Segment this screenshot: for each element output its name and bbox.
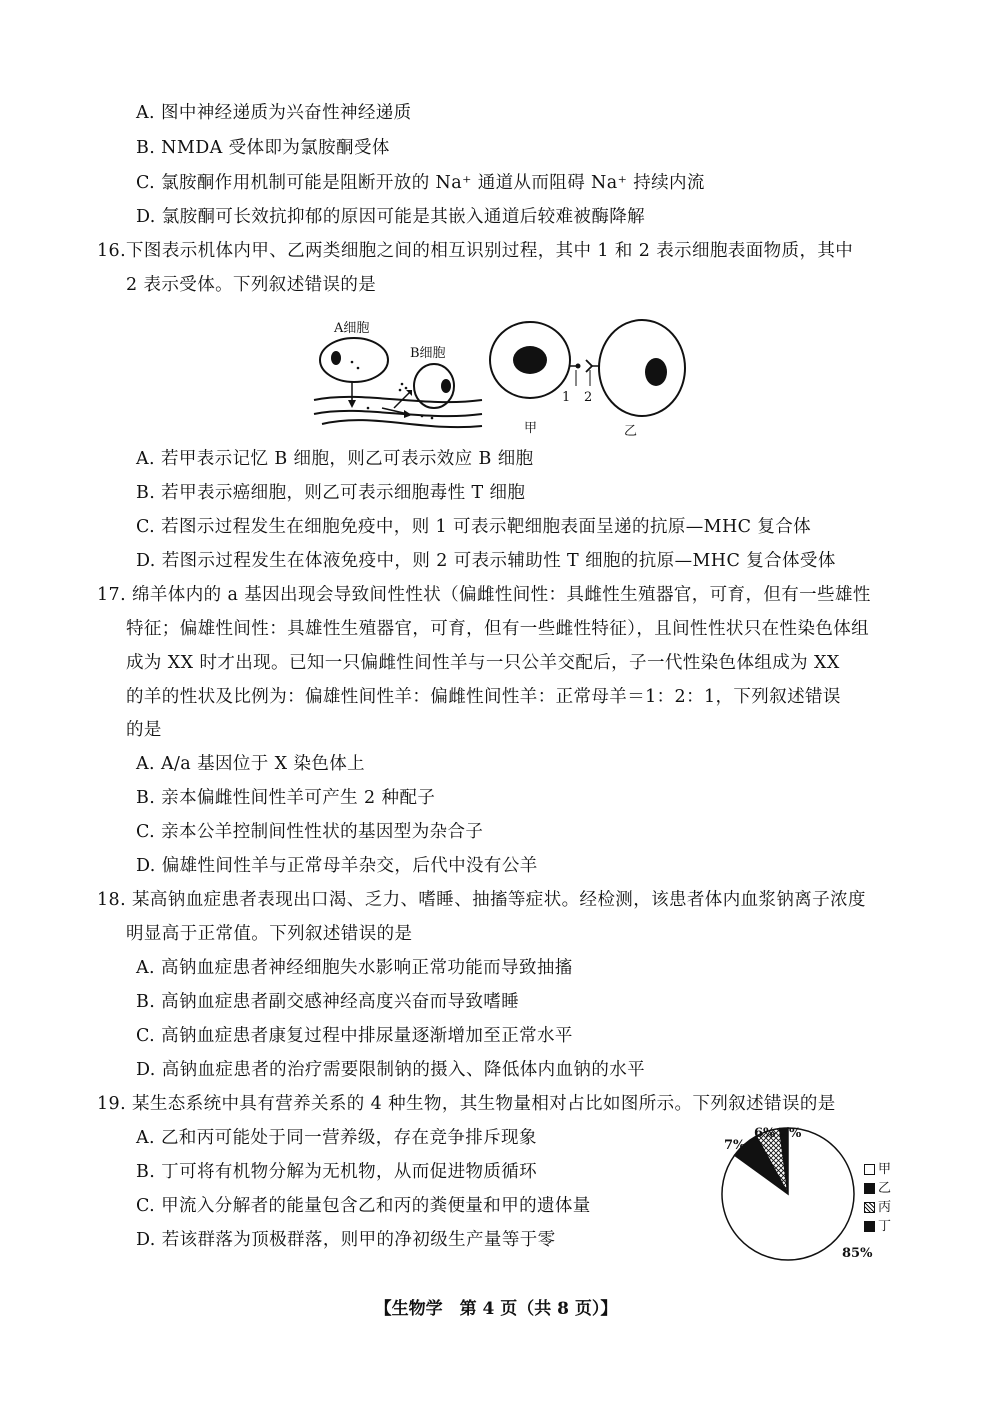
q17-option-a: A. A/a 基因位于 X 染色体上 (136, 754, 366, 774)
q17-stem-line-3: 成为 XX 时才出现。已知一只偏雌性间性羊与一只公羊交配后，子一代性染色体组成为 XX (126, 653, 840, 673)
q15-option-b: B. NMDA 受体即为氯胺酮受体 (136, 138, 390, 158)
q18-option-c: C. 高钠血症患者康复过程中排尿量逐渐增加至正常水平 (136, 1026, 573, 1046)
q15-option-c: C. 氯胺酮作用机制可能是阻断开放的 Na⁺ 通道从而阻碍 Na⁺ 持续内流 (136, 173, 705, 193)
surface-substance-1 (576, 364, 581, 369)
q15-option-a: A. 图中神经递质为兴奋性神经递质 (136, 103, 412, 123)
legend-label-yi: 乙 (878, 1181, 892, 1196)
legend-item-ding (864, 1215, 891, 1234)
legend-label-bing: 丙 (878, 1200, 892, 1215)
cell-b-label: B细胞 (410, 346, 446, 361)
q18-option-d: D. 高钠血症患者的治疗需要限制钠的摄入、降低体内血钠的水平 (136, 1060, 646, 1080)
q18-stem-line-1: 18. 某高钠血症患者表现出口渴、乏力、嗜睡、抽搐等症状。经检测，该患者体内血浆钠离子浓度 (97, 890, 866, 910)
label-1: 1 (562, 390, 571, 405)
pct-label-jia: 85% (842, 1246, 873, 1261)
q16-stem-line-1: 16.下图表示机体内甲、乙两类细胞之间的相互识别过程，其中 1 和 2 表示细胞表面物质，其中 (97, 241, 854, 261)
legend-label-jia: 甲 (878, 1162, 892, 1177)
legend-swatch-ding (864, 1221, 875, 1232)
q19-stem: 19. 某生态系统中具有营养关系的 4 种生物，其生物量相对占比如图所示。下列叙述错误的是 (97, 1094, 836, 1114)
cell-jia-nucleus (513, 346, 547, 374)
receptor-2 (586, 360, 592, 372)
page-footer: 【生物学 第 4 页（共 8 页）】 (374, 1299, 618, 1319)
legend-item-bing (864, 1196, 891, 1215)
cell-a-label: A细胞 (334, 321, 370, 336)
label-2: 2 (584, 390, 593, 405)
legend-item-yi (864, 1177, 891, 1196)
q16-option-a: A. 若甲表示记忆 B 细胞，则乙可表示效应 B 细胞 (136, 449, 534, 469)
biomass-pie-chart (706, 1118, 906, 1268)
label-jia: 甲 (524, 421, 538, 436)
cell-yi-body (599, 320, 685, 416)
legend-swatch-yi (864, 1183, 875, 1194)
q15-option-d: D. 氯胺酮可长效抗抑郁的原因可能是其嵌入通道后较难被酶降解 (136, 207, 646, 227)
q18-option-b: B. 高钠血症患者副交感神经高度兴奋而导致嗜睡 (136, 992, 520, 1012)
pct-label-bing: 6% (754, 1126, 776, 1141)
q19-option-a: A. 乙和丙可能处于同一营养级，存在竞争排斥现象 (136, 1128, 537, 1148)
legend-swatch-jia (864, 1164, 875, 1175)
cell-yi-nucleus (645, 358, 667, 386)
q17-option-c: C. 亲本公羊控制间性性状的基因型为杂合子 (136, 822, 484, 842)
legend-swatch-bing (864, 1202, 875, 1213)
q17-stem-line-4: 的羊的性状及比例为：偏雄性间性羊：偏雌性间性羊：正常母羊＝1：2：1，下列叙述错误 (126, 687, 841, 707)
pct-label-yi: 7% (724, 1138, 746, 1153)
q16-option-d: D. 若图示过程发生在体液免疫中，则 2 可表示辅助性 T 细胞的抗原—MHC 复合体受体 (136, 551, 836, 571)
legend-item-jia (864, 1158, 891, 1177)
cell-a-body (320, 338, 388, 382)
pct-label-ding: 2% (780, 1126, 802, 1141)
q17-stem-line-1: 17. 绵羊体内的 a 基因出现会导致间性性状（偏雌性间性：具雌性生殖器官，可育，但有一些雄性 (97, 585, 871, 605)
q18-stem-line-2: 明显高于正常值。下列叙述错误的是 (126, 924, 413, 944)
cell-a-nucleus (331, 351, 341, 365)
legend-label-ding: 丁 (878, 1219, 892, 1234)
q18-option-a: A. 高钠血症患者神经细胞失水影响正常功能而导致抽搐 (136, 958, 573, 978)
q19-option-d: D. 若该群落为顶极群落，则甲的净初级生产量等于零 (136, 1230, 556, 1250)
q17-option-b: B. 亲本偏雌性间性羊可产生 2 种配子 (136, 788, 436, 808)
q17-option-d: D. 偏雄性间性羊与正常母羊杂交，后代中没有公羊 (136, 856, 538, 876)
q19-option-c: C. 甲流入分解者的能量包含乙和丙的粪便量和甲的遗体量 (136, 1196, 591, 1216)
q17-stem-line-2: 特征；偏雄性间性：具雄性生殖器官，可育，但有一些雌性特征），且间性性状只在性染色体组 (126, 619, 870, 639)
q16-option-c: C. 若图示过程发生在细胞免疫中，则 1 可表示靶细胞表面呈递的抗原—MHC 复合体 (136, 517, 812, 537)
label-yi: 乙 (624, 424, 638, 439)
q16-stem-line-2: 2 表示受体。下列叙述错误的是 (126, 275, 377, 295)
q17-stem-line-5: 的是 (126, 720, 162, 740)
q16-option-b: B. 若甲表示癌细胞，则乙可表示细胞毒性 T 细胞 (136, 483, 526, 503)
q16-figure (312, 312, 692, 437)
cell-b-nucleus (441, 379, 451, 393)
q19-option-b: B. 丁可将有机物分解为无机物，从而促进物质循环 (136, 1162, 538, 1182)
